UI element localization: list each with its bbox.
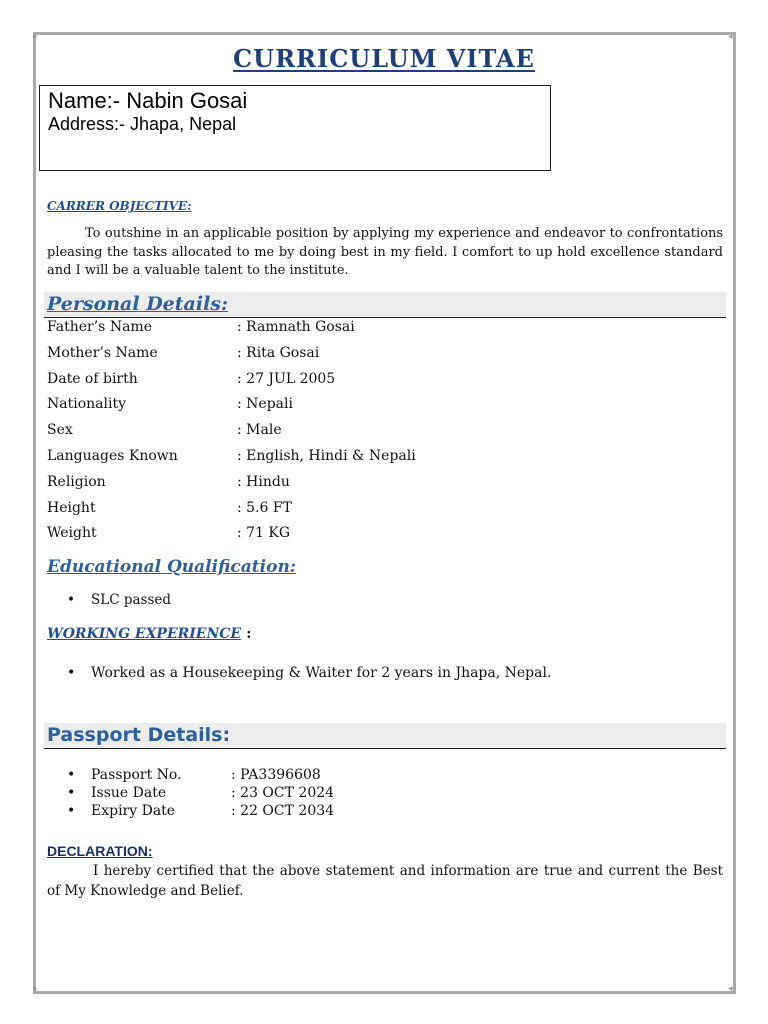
objective-heading: CARRER OBJECTIVE:	[47, 199, 192, 213]
education-heading: Educational Qualification:	[47, 557, 297, 577]
bullet-icon: •	[67, 767, 76, 783]
personal-detail-label: Mother’s Name	[47, 344, 158, 361]
bullet-icon: •	[67, 803, 76, 819]
personal-detail-value: : Nepali	[237, 396, 293, 413]
passport-details-header-bar	[44, 723, 726, 749]
personal-detail-label: Sex	[47, 422, 73, 439]
name-box	[39, 85, 551, 171]
education-item-text: SLC passed	[91, 592, 172, 608]
passport-detail-value: : 23 OCT 2024	[231, 785, 335, 801]
corner-mark-bottom-left: ▸	[33, 984, 38, 994]
experience-heading: WORKING EXPERIENCE	[47, 626, 242, 642]
education-item	[67, 591, 171, 609]
passport-details-heading: Passport Details:	[47, 724, 231, 746]
personal-detail-value: : Hindu	[237, 473, 290, 490]
bullet-icon: •	[67, 665, 76, 681]
passport-detail-value: : 22 OCT 2034	[231, 803, 335, 819]
personal-detail-label: Weight	[47, 525, 97, 542]
corner-mark-top-left: ▸	[33, 32, 38, 42]
personal-detail-value: : Ramnath Gosai	[237, 319, 355, 335]
personal-detail-label: Father’s Name	[47, 319, 152, 335]
personal-detail-value: : Male	[237, 422, 282, 439]
corner-mark-bottom-right: ◂	[728, 984, 733, 994]
passport-detail-row	[67, 766, 321, 784]
objective-text: To outshine in an applicable position by applying my experience and endeavor to confrontations pleasing the tasks allocated to me by doing best in my field. I comfort to up hold excellence standard and I will be a valuable talent to the institute.	[47, 226, 723, 278]
experience-item-text: Worked as a Housekeeping & Waiter for 2 years in Jhapa, Nepal.	[91, 665, 552, 681]
personal-detail-label: Height	[47, 499, 96, 516]
personal-detail-label: Nationality	[47, 396, 126, 413]
experience-heading-colon: :	[246, 626, 252, 642]
passport-detail-label: Passport No.	[91, 767, 182, 783]
personal-detail-label: Religion	[47, 473, 106, 490]
declaration-text: I hereby certified that the above statement and information are true and current the Best of My Knowledge and Belief.	[47, 863, 723, 899]
personal-detail-value: : English, Hindi & Nepali	[237, 448, 416, 464]
corner-mark-top-right: ◂	[728, 32, 733, 42]
bullet-icon: •	[67, 592, 75, 608]
personal-detail-value: : Rita Gosai	[237, 344, 320, 361]
experience-heading-row	[47, 623, 251, 642]
personal-detail-label: Date of birth	[47, 370, 138, 387]
passport-detail-row	[67, 802, 334, 820]
personal-details-header-bar	[44, 292, 726, 318]
passport-detail-label: Expiry Date	[91, 803, 176, 819]
personal-details-heading: Personal Details:	[47, 293, 229, 315]
passport-detail-value: : PA3396608	[231, 767, 321, 783]
personal-detail-value: : 71 KG	[237, 525, 291, 542]
experience-item	[67, 664, 551, 682]
personal-detail-value: : 27 JUL 2005	[237, 370, 336, 387]
personal-detail-label: Languages Known	[47, 448, 178, 464]
document-title: CURRICULUM VITAE	[233, 44, 535, 73]
applicant-name: Name:- Nabin Gosai	[48, 88, 248, 113]
bullet-icon: •	[67, 785, 76, 801]
applicant-address: Address:- Jhapa, Nepal	[48, 114, 237, 134]
passport-detail-row	[67, 784, 334, 802]
passport-detail-label: Issue Date	[91, 785, 167, 801]
declaration-heading: DECLARATION:	[47, 843, 153, 859]
personal-detail-value: : 5.6 FT	[237, 499, 292, 516]
